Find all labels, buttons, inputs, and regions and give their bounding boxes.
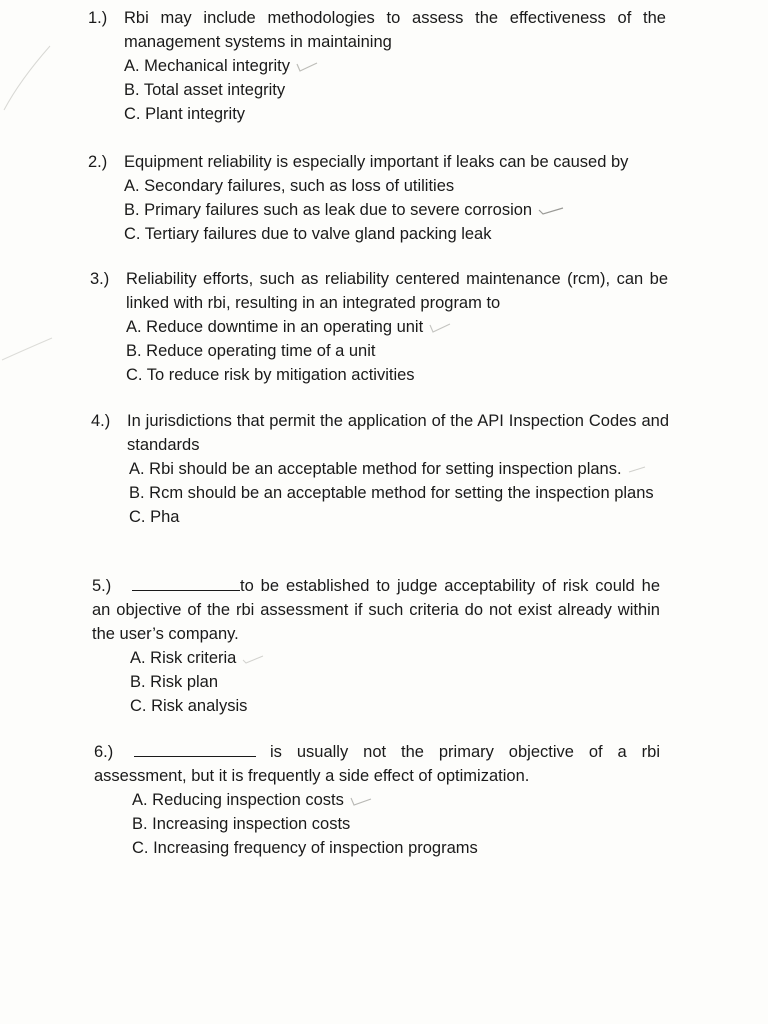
answer-option-c: C. Risk analysis [130,697,248,715]
check-mark-icon [538,206,564,216]
answer-option-b: B. Risk plan [130,673,219,691]
answer-options [124,174,666,246]
answer-option-a: A. Risk criteria [130,646,660,670]
question-number: 1.) [88,9,108,27]
check-mark-icon [296,61,318,73]
answer-options [129,457,669,529]
question-number: 4.) [91,412,111,430]
answer-option-b: B. Increasing inspection costs [132,815,351,833]
margin-pencil-mark [0,320,60,370]
question-4 [91,409,669,529]
answer-option-c: C. Tertiary failures due to valve gland packing leak [124,225,492,243]
answer-options [126,315,668,387]
check-mark-icon [429,322,451,334]
answer-options [124,54,666,126]
question-number: 6.) [94,743,114,761]
answer-option-c: C. Pha [129,508,180,526]
answer-option-c: C. Plant integrity [124,105,246,123]
answer-options [130,646,660,718]
question-5 [92,574,660,718]
question-stem: 5.) to be established to judge acceptability of risk could he an objective of the rbi assessment if such criteria do not exist already within the user’s company. [92,574,660,646]
question-stem: Reliability efforts, such as reliability centered maintenance (rcm), can be linked with rbi, resulting in an integrated program to [126,270,668,312]
answer-option-b: B. Total asset integrity [124,81,286,99]
answer-option-a: A. Reducing inspection costs [132,788,660,812]
answer-options [132,788,660,860]
question-2 [88,150,666,246]
answer-option-a: A. Secondary failures, such as loss of utilities [124,177,455,195]
margin-pencil-mark [0,40,60,120]
question-number: 5.) [92,577,112,595]
check-mark-icon [242,654,264,664]
question-number: 3.) [90,270,110,288]
answer-option-b: B. Primary failures such as leak due to severe corrosion [124,198,666,222]
answer-option-a: A. Reduce downtime in an operating unit [126,315,668,339]
answer-option-a: A. Rbi should be an acceptable method for setting inspection plans. [129,457,669,481]
question-stem: Rbi may include methodologies to assess the effectiveness of the management systems in maintaining [124,9,666,51]
question-1 [88,6,666,126]
question-stem: Equipment reliability is especially important if leaks can be caused by [124,153,629,171]
answer-option-c: C. To reduce risk by mitigation activities [126,366,415,384]
answer-blank [134,740,256,757]
check-mark-icon [628,465,646,475]
answer-option-b: B. Rcm should be an acceptable method for setting the inspection plans [129,484,654,502]
answer-option-c: C. Increasing frequency of inspection programs [132,839,478,857]
question-number: 2.) [88,153,108,171]
answer-option-b: B. Reduce operating time of a unit [126,342,376,360]
question-stem: In jurisdictions that permit the application of the API Inspection Codes and standards [127,412,669,454]
question-stem: 6.) is usually not the primary objective of a rbi assessment, but it is frequently a side effect of optimization. [94,740,660,788]
answer-option-a: A. Mechanical integrity [124,54,666,78]
question-6 [94,740,660,860]
answer-blank [132,574,240,591]
check-mark-icon [350,795,372,807]
question-3 [90,267,668,387]
